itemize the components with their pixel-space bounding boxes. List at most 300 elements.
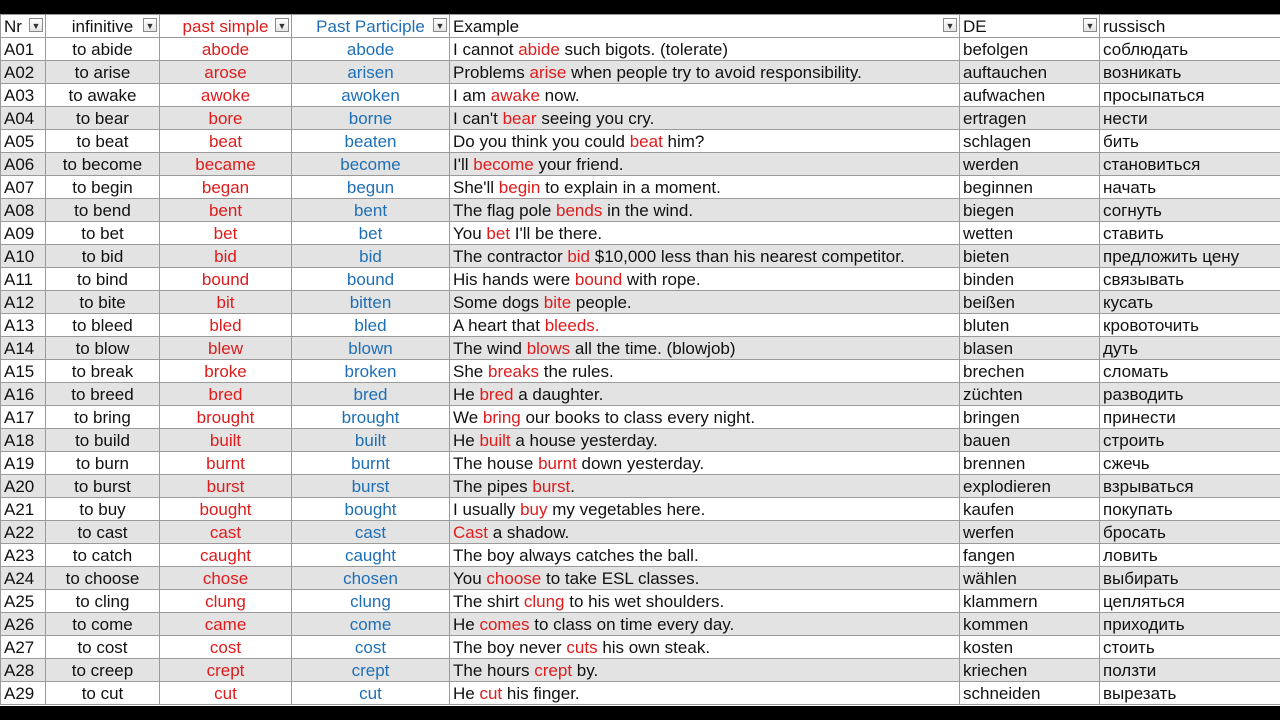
cell-past-simple[interactable]: bent: [160, 199, 292, 222]
cell-past-simple[interactable]: bred: [160, 383, 292, 406]
cell-nr[interactable]: A17: [1, 406, 46, 429]
cell-de[interactable]: kosten: [960, 636, 1100, 659]
cell-nr[interactable]: A22: [1, 521, 46, 544]
cell-de[interactable]: werden: [960, 153, 1100, 176]
cell-russian[interactable]: взрываться: [1100, 475, 1280, 498]
table-row: [1, 38, 1280, 61]
table-row: [1, 314, 1280, 337]
cell-past-participle[interactable]: become: [292, 153, 450, 176]
example-text: The shirt: [453, 591, 524, 611]
header-past-participle[interactable]: [292, 15, 450, 38]
table-row: [1, 107, 1280, 130]
cell-nr[interactable]: A19: [1, 452, 46, 475]
cell-de[interactable]: bauen: [960, 429, 1100, 452]
cell-past-simple[interactable]: bid: [160, 245, 292, 268]
cell-example[interactable]: [450, 636, 960, 659]
cell-example[interactable]: [450, 659, 960, 682]
example-highlight: bound: [574, 269, 623, 289]
example-text: I am: [453, 85, 491, 105]
cell-russian[interactable]: разводить: [1100, 383, 1280, 406]
example-text: His hands were: [453, 269, 575, 289]
cell-de[interactable]: blasen: [960, 337, 1100, 360]
cell-russian[interactable]: дуть: [1100, 337, 1280, 360]
cell-nr[interactable]: A09: [1, 222, 46, 245]
header-de-label: DE: [963, 16, 987, 36]
example-text: The house: [453, 453, 539, 473]
cell-russian[interactable]: предложить цену: [1100, 245, 1280, 268]
example-text: by.: [572, 660, 599, 680]
cell-russian[interactable]: просыпаться: [1100, 84, 1280, 107]
cell-infinitive[interactable]: to begin: [46, 176, 160, 199]
cell-de[interactable]: bluten: [960, 314, 1100, 337]
header-past-participle-label: Past Participle: [316, 16, 425, 36]
example-highlight: bred: [479, 384, 514, 404]
cell-past-participle[interactable]: broken: [292, 360, 450, 383]
cell-infinitive[interactable]: to bite: [46, 291, 160, 314]
cell-example[interactable]: [450, 360, 960, 383]
cell-infinitive[interactable]: to bear: [46, 107, 160, 130]
cell-past-simple[interactable]: cast: [160, 521, 292, 544]
cell-nr[interactable]: A13: [1, 314, 46, 337]
cell-past-simple[interactable]: bought: [160, 498, 292, 521]
cell-nr[interactable]: A23: [1, 544, 46, 567]
example-text: your friend.: [533, 154, 624, 174]
cell-past-participle[interactable]: burnt: [292, 452, 450, 475]
cell-de[interactable]: schlagen: [960, 130, 1100, 153]
cell-example[interactable]: [450, 544, 960, 567]
cell-de[interactable]: kriechen: [960, 659, 1100, 682]
cell-past-simple[interactable]: broke: [160, 360, 292, 383]
header-nr[interactable]: [1, 15, 46, 38]
cell-example[interactable]: [450, 176, 960, 199]
cell-russian[interactable]: ловить: [1100, 544, 1280, 567]
cell-de[interactable]: züchten: [960, 383, 1100, 406]
cell-past-participle[interactable]: cut: [292, 682, 450, 705]
example-text: The contractor: [453, 246, 568, 266]
cell-past-participle[interactable]: blown: [292, 337, 450, 360]
example-text: You: [453, 223, 487, 243]
table-row: [1, 498, 1280, 521]
header-example[interactable]: [450, 15, 960, 38]
example-highlight: bring: [482, 407, 521, 427]
sort-filter-icon[interactable]: ▼: [29, 18, 43, 32]
example-text: I usually: [453, 499, 521, 519]
spreadsheet: [0, 14, 1280, 706]
cell-de[interactable]: biegen: [960, 199, 1100, 222]
example-text: my vegetables here.: [547, 499, 706, 519]
cell-russian[interactable]: стоить: [1100, 636, 1280, 659]
cell-infinitive[interactable]: to come: [46, 613, 160, 636]
cell-nr[interactable]: A25: [1, 590, 46, 613]
cell-nr[interactable]: A03: [1, 84, 46, 107]
example-text: I can't: [453, 108, 503, 128]
cell-example[interactable]: [450, 84, 960, 107]
cell-past-participle[interactable]: built: [292, 429, 450, 452]
cell-past-simple[interactable]: built: [160, 429, 292, 452]
cell-past-simple[interactable]: bet: [160, 222, 292, 245]
example-highlight: beat: [629, 131, 663, 151]
header-russian-label: russisch: [1103, 16, 1166, 36]
cell-example[interactable]: [450, 153, 960, 176]
cell-past-participle[interactable]: bled: [292, 314, 450, 337]
cell-russian[interactable]: покупать: [1100, 498, 1280, 521]
cell-past-simple[interactable]: cost: [160, 636, 292, 659]
cell-de[interactable]: brechen: [960, 360, 1100, 383]
cell-past-simple[interactable]: awoke: [160, 84, 292, 107]
table-body: [1, 38, 1280, 705]
table-row: [1, 590, 1280, 613]
example-text: now.: [539, 85, 580, 105]
cell-russian[interactable]: соблюдать: [1100, 38, 1280, 61]
example-highlight: become: [473, 154, 534, 174]
cell-example[interactable]: [450, 452, 960, 475]
cell-past-participle[interactable]: bound: [292, 268, 450, 291]
cell-past-participle[interactable]: arisen: [292, 61, 450, 84]
example-text: to explain in a moment.: [540, 177, 721, 197]
example-text: all the time. (blowjob): [570, 338, 736, 358]
cell-nr[interactable]: A10: [1, 245, 46, 268]
cell-past-participle[interactable]: abode: [292, 38, 450, 61]
cell-nr[interactable]: A07: [1, 176, 46, 199]
cell-example[interactable]: [450, 291, 960, 314]
example-text: Some dogs: [453, 292, 544, 312]
cell-past-participle[interactable]: bid: [292, 245, 450, 268]
cell-past-participle[interactable]: bitten: [292, 291, 450, 314]
cell-russian[interactable]: выбирать: [1100, 567, 1280, 590]
table-row: [1, 291, 1280, 314]
table-row: [1, 521, 1280, 544]
cell-infinitive[interactable]: to blow: [46, 337, 160, 360]
example-text: The wind: [453, 338, 527, 358]
cell-russian[interactable]: кусать: [1100, 291, 1280, 314]
cell-nr[interactable]: A12: [1, 291, 46, 314]
cell-infinitive[interactable]: to cling: [46, 590, 160, 613]
example-text: down yesterday.: [576, 453, 705, 473]
example-text: You: [453, 568, 487, 588]
cell-de[interactable]: beginnen: [960, 176, 1100, 199]
cell-past-participle[interactable]: crept: [292, 659, 450, 682]
cell-example[interactable]: [450, 314, 960, 337]
filter-dropdown-icon[interactable]: ▼: [1083, 18, 1097, 32]
cell-russian[interactable]: строить: [1100, 429, 1280, 452]
cell-past-simple[interactable]: brought: [160, 406, 292, 429]
cell-example[interactable]: [450, 199, 960, 222]
cell-past-simple[interactable]: burst: [160, 475, 292, 498]
cell-example[interactable]: [450, 682, 960, 705]
cell-infinitive[interactable]: to bleed: [46, 314, 160, 337]
cell-de[interactable]: fangen: [960, 544, 1100, 567]
cell-past-simple[interactable]: bound: [160, 268, 292, 291]
cell-infinitive[interactable]: to become: [46, 153, 160, 176]
cell-example[interactable]: [450, 61, 960, 84]
example-text: the rules.: [539, 361, 614, 381]
example-text: She'll: [453, 177, 499, 197]
cell-de[interactable]: beißen: [960, 291, 1100, 314]
cell-de[interactable]: wählen: [960, 567, 1100, 590]
cell-infinitive[interactable]: to bring: [46, 406, 160, 429]
cell-example[interactable]: [450, 268, 960, 291]
filter-dropdown-icon[interactable]: ▼: [943, 18, 957, 32]
cell-de[interactable]: ertragen: [960, 107, 1100, 130]
cell-russian[interactable]: ползти: [1100, 659, 1280, 682]
cell-russian[interactable]: сломать: [1100, 360, 1280, 383]
cell-past-participle[interactable]: clung: [292, 590, 450, 613]
example-text: $10,000 less than his nearest competitor.: [590, 246, 905, 266]
cell-infinitive[interactable]: to bend: [46, 199, 160, 222]
example-highlight: breaks: [487, 361, 540, 381]
cell-past-simple[interactable]: blew: [160, 337, 292, 360]
cell-de[interactable]: schneiden: [960, 682, 1100, 705]
cell-past-simple[interactable]: abode: [160, 38, 292, 61]
cell-past-simple[interactable]: arose: [160, 61, 292, 84]
example-text: The hours: [453, 660, 535, 680]
cell-russian[interactable]: начать: [1100, 176, 1280, 199]
example-text: to class on time every day.: [529, 614, 735, 634]
cell-infinitive[interactable]: to creep: [46, 659, 160, 682]
example-highlight: bet: [486, 223, 511, 243]
cell-nr[interactable]: A11: [1, 268, 46, 291]
cell-past-simple[interactable]: clung: [160, 590, 292, 613]
cell-example[interactable]: [450, 406, 960, 429]
cell-russian[interactable]: нести: [1100, 107, 1280, 130]
example-highlight: bid: [567, 246, 591, 266]
cell-example[interactable]: [450, 567, 960, 590]
example-text: The flag pole: [453, 200, 557, 220]
cell-past-simple[interactable]: crept: [160, 659, 292, 682]
cell-past-participle[interactable]: bent: [292, 199, 450, 222]
example-text: He: [453, 683, 480, 703]
cell-example[interactable]: [450, 383, 960, 406]
cell-past-simple[interactable]: bled: [160, 314, 292, 337]
cell-nr[interactable]: A06: [1, 153, 46, 176]
cell-russian[interactable]: принести: [1100, 406, 1280, 429]
cell-past-participle[interactable]: come: [292, 613, 450, 636]
cell-example[interactable]: [450, 590, 960, 613]
example-text: his own steak.: [597, 637, 711, 657]
cell-nr[interactable]: A21: [1, 498, 46, 521]
cell-de[interactable]: brennen: [960, 452, 1100, 475]
cell-past-participle[interactable]: bought: [292, 498, 450, 521]
cell-de[interactable]: werfen: [960, 521, 1100, 544]
example-text: to his wet shoulders.: [564, 591, 725, 611]
cell-nr[interactable]: A18: [1, 429, 46, 452]
filter-dropdown-icon[interactable]: ▼: [275, 18, 289, 32]
cell-russian[interactable]: бросать: [1100, 521, 1280, 544]
example-text: to take ESL classes.: [541, 568, 700, 588]
cell-infinitive[interactable]: to arise: [46, 61, 160, 84]
cell-russian[interactable]: кровоточить: [1100, 314, 1280, 337]
cell-past-simple[interactable]: bit: [160, 291, 292, 314]
example-highlight: bleeds.: [544, 315, 600, 335]
header-past-simple[interactable]: [160, 15, 292, 38]
cell-nr[interactable]: A26: [1, 613, 46, 636]
cell-infinitive[interactable]: to abide: [46, 38, 160, 61]
cell-russian[interactable]: приходить: [1100, 613, 1280, 636]
cell-nr[interactable]: A08: [1, 199, 46, 222]
cell-past-participle[interactable]: chosen: [292, 567, 450, 590]
table-row: [1, 222, 1280, 245]
example-highlight: blows: [526, 338, 571, 358]
cell-infinitive[interactable]: to bid: [46, 245, 160, 268]
cell-infinitive[interactable]: to choose: [46, 567, 160, 590]
example-text: He: [453, 384, 480, 404]
cell-infinitive[interactable]: to burn: [46, 452, 160, 475]
cell-past-simple[interactable]: came: [160, 613, 292, 636]
cell-nr[interactable]: A27: [1, 636, 46, 659]
cell-past-simple[interactable]: cut: [160, 682, 292, 705]
header-past-simple-label: past simple: [182, 16, 269, 36]
cell-past-participle[interactable]: bred: [292, 383, 450, 406]
cell-russian[interactable]: вырезать: [1100, 682, 1280, 705]
table-row: [1, 613, 1280, 636]
example-text: his finger.: [502, 683, 580, 703]
cell-example[interactable]: [450, 222, 960, 245]
cell-russian[interactable]: возникать: [1100, 61, 1280, 84]
header-de[interactable]: [960, 15, 1100, 38]
example-text: a house yesterday.: [510, 430, 658, 450]
cell-infinitive[interactable]: to break: [46, 360, 160, 383]
cell-nr[interactable]: A02: [1, 61, 46, 84]
cell-nr[interactable]: A04: [1, 107, 46, 130]
cell-example[interactable]: [450, 107, 960, 130]
cell-nr[interactable]: A16: [1, 383, 46, 406]
cell-russian[interactable]: сжечь: [1100, 452, 1280, 475]
cell-past-participle[interactable]: bet: [292, 222, 450, 245]
cell-de[interactable]: bringen: [960, 406, 1100, 429]
cell-example[interactable]: [450, 38, 960, 61]
cell-past-simple[interactable]: caught: [160, 544, 292, 567]
cell-nr[interactable]: A20: [1, 475, 46, 498]
example-text: our books to class every night.: [520, 407, 756, 427]
example-highlight: crept: [534, 660, 573, 680]
verb-table: [0, 14, 1280, 705]
cell-example[interactable]: [450, 498, 960, 521]
cell-infinitive[interactable]: to cut: [46, 682, 160, 705]
table-row: [1, 61, 1280, 84]
cell-nr[interactable]: A14: [1, 337, 46, 360]
cell-de[interactable]: aufwachen: [960, 84, 1100, 107]
cell-de[interactable]: kaufen: [960, 498, 1100, 521]
cell-nr[interactable]: A28: [1, 659, 46, 682]
cell-de[interactable]: auftauchen: [960, 61, 1100, 84]
example-text: She: [453, 361, 488, 381]
cell-past-simple[interactable]: bore: [160, 107, 292, 130]
example-text: He: [453, 430, 480, 450]
cell-de[interactable]: wetten: [960, 222, 1100, 245]
cell-past-participle[interactable]: beaten: [292, 130, 450, 153]
cell-infinitive[interactable]: to beat: [46, 130, 160, 153]
cell-infinitive[interactable]: to awake: [46, 84, 160, 107]
example-highlight: clung: [523, 591, 565, 611]
cell-de[interactable]: explodieren: [960, 475, 1100, 498]
cell-russian[interactable]: ставить: [1100, 222, 1280, 245]
cell-past-simple[interactable]: beat: [160, 130, 292, 153]
cell-past-simple[interactable]: became: [160, 153, 292, 176]
cell-nr[interactable]: A05: [1, 130, 46, 153]
cell-example[interactable]: [450, 475, 960, 498]
cell-example[interactable]: [450, 130, 960, 153]
cell-russian[interactable]: бить: [1100, 130, 1280, 153]
cell-russian[interactable]: согнуть: [1100, 199, 1280, 222]
cell-infinitive[interactable]: to catch: [46, 544, 160, 567]
example-text: in the wind.: [602, 200, 694, 220]
cell-example[interactable]: [450, 245, 960, 268]
example-text: I'll be there.: [510, 223, 603, 243]
cell-past-participle[interactable]: cost: [292, 636, 450, 659]
cell-infinitive[interactable]: to build: [46, 429, 160, 452]
cell-de[interactable]: binden: [960, 268, 1100, 291]
cell-past-participle[interactable]: awoken: [292, 84, 450, 107]
example-text: Do you think you could: [453, 131, 630, 151]
cell-russian[interactable]: становиться: [1100, 153, 1280, 176]
table-row: [1, 245, 1280, 268]
cell-infinitive[interactable]: to cast: [46, 521, 160, 544]
table-row: [1, 682, 1280, 705]
example-highlight: awake: [490, 85, 540, 105]
cell-de[interactable]: klammern: [960, 590, 1100, 613]
header-infinitive[interactable]: [46, 15, 160, 38]
cell-past-participle[interactable]: brought: [292, 406, 450, 429]
cell-example[interactable]: [450, 429, 960, 452]
table-row: [1, 268, 1280, 291]
cell-example[interactable]: [450, 613, 960, 636]
cell-example[interactable]: [450, 521, 960, 544]
example-highlight: comes: [479, 614, 530, 634]
cell-infinitive[interactable]: to bind: [46, 268, 160, 291]
filter-dropdown-icon[interactable]: ▼: [143, 18, 157, 32]
cell-infinitive[interactable]: to buy: [46, 498, 160, 521]
header-row: [1, 15, 1280, 38]
cell-past-participle[interactable]: cast: [292, 521, 450, 544]
header-example-label: Example: [453, 16, 520, 36]
example-highlight: choose: [486, 568, 542, 588]
cell-nr[interactable]: A29: [1, 682, 46, 705]
example-text: The boy always catches the ball.: [453, 545, 699, 565]
cell-past-participle[interactable]: caught: [292, 544, 450, 567]
cell-example[interactable]: [450, 337, 960, 360]
cell-de[interactable]: befolgen: [960, 38, 1100, 61]
cell-de[interactable]: bieten: [960, 245, 1100, 268]
cell-past-participle[interactable]: burst: [292, 475, 450, 498]
filter-dropdown-icon[interactable]: ▼: [433, 18, 447, 32]
example-highlight: burst: [532, 476, 571, 496]
example-text: I'll: [453, 154, 474, 174]
header-nr-label: Nr: [4, 16, 22, 36]
cell-infinitive[interactable]: to breed: [46, 383, 160, 406]
cell-past-simple[interactable]: chose: [160, 567, 292, 590]
example-highlight: buy: [520, 499, 548, 519]
table-row: [1, 199, 1280, 222]
example-highlight: cut: [479, 683, 503, 703]
cell-russian[interactable]: связывать: [1100, 268, 1280, 291]
cell-past-participle[interactable]: borne: [292, 107, 450, 130]
cell-past-participle[interactable]: begun: [292, 176, 450, 199]
cell-nr[interactable]: A24: [1, 567, 46, 590]
cell-nr[interactable]: A01: [1, 38, 46, 61]
example-highlight: Cast: [453, 522, 488, 542]
cell-past-simple[interactable]: burnt: [160, 452, 292, 475]
cell-infinitive[interactable]: to bet: [46, 222, 160, 245]
cell-nr[interactable]: A15: [1, 360, 46, 383]
header-russian[interactable]: [1100, 15, 1280, 38]
cell-past-simple[interactable]: began: [160, 176, 292, 199]
cell-infinitive[interactable]: to burst: [46, 475, 160, 498]
table-row: [1, 84, 1280, 107]
table-row: [1, 337, 1280, 360]
cell-russian[interactable]: цепляться: [1100, 590, 1280, 613]
cell-de[interactable]: kommen: [960, 613, 1100, 636]
cell-infinitive[interactable]: to cost: [46, 636, 160, 659]
